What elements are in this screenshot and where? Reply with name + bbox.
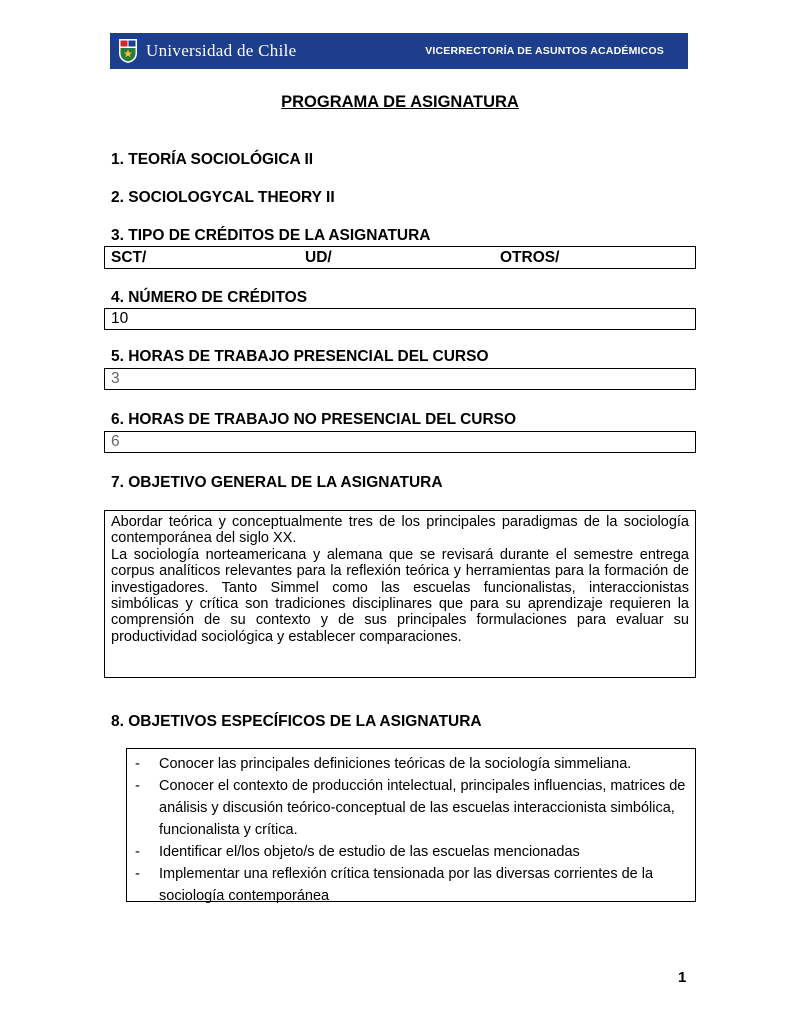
list-item — [135, 841, 687, 863]
in-person-hours-heading: 5. HORAS DE TRABAJO PRESENCIAL DEL CURSO — [111, 348, 489, 365]
header-banner — [110, 33, 688, 69]
in-person-hours-value: 3 — [104, 368, 696, 390]
page-number: 1 — [678, 969, 687, 986]
general-objective-paragraph-2: La sociología norteamericana y alemana que se revisará durante el semestre entrega corpus analíticos relevantes para la reflexión teórica y herramientas para la formación de investigadores. Tanto Simmel como las escuelas funcionalistas, interaccionistas simbólicas y crítica son tradiciones disciplinares que para su aprendizaje requieren la comprensión de su contexto y de sus principales formulaciones para evaluar su productividad sociológica y establecer comparaciones. — [111, 546, 689, 645]
credit-type-heading: 3. TIPO DE CRÉDITOS DE LA ASIGNATURA — [111, 227, 431, 244]
credit-type-otros: OTROS/ — [500, 249, 560, 266]
general-objective-heading: 7. OBJETIVO GENERAL DE LA ASIGNATURA — [111, 474, 443, 491]
list-item — [135, 753, 687, 775]
credit-type-sct: SCT/ — [111, 249, 147, 266]
vice-rectory-label: VICERRECTORÍA DE ASUNTOS ACADÉMICOS — [425, 45, 664, 57]
remote-hours-heading: 6. HORAS DE TRABAJO NO PRESENCIAL DEL CURSO — [111, 411, 517, 428]
bullet-dash-icon: - — [135, 866, 140, 882]
credit-type-box — [104, 246, 696, 269]
list-item-text: Identificar el/los objeto/s de estudio de las escuelas mencionadas — [159, 844, 580, 860]
bullet-dash-icon: - — [135, 756, 140, 772]
credits-heading: 4. NÚMERO DE CRÉDITOS — [111, 289, 308, 306]
remote-hours-value: 6 — [104, 431, 696, 453]
course-name-english: 2. SOCIOLOGYCAL THEORY II — [111, 189, 335, 206]
general-objective-box — [104, 510, 696, 678]
university-name: Universidad de Chile — [146, 41, 297, 60]
list-item-text: Implementar una reflexión crítica tensionada por las diversas corrientes de la sociología contemporánea — [159, 866, 654, 904]
specific-objectives-box — [126, 748, 696, 902]
page-title: PROGRAMA DE ASIGNATURA — [281, 93, 519, 111]
list-item-text: Conocer las principales definiciones teóricas de la sociología simmeliana. — [159, 756, 632, 772]
list-item — [135, 863, 687, 907]
bullet-dash-icon: - — [135, 844, 140, 860]
list-item — [135, 775, 687, 841]
course-name: 1. TEORÍA SOCIOLÓGICA II — [111, 151, 314, 168]
credit-type-ud: UD/ — [305, 249, 332, 266]
specific-objectives-heading: 8. OBJETIVOS ESPECÍFICOS DE LA ASIGNATURA — [111, 713, 482, 730]
general-objective-paragraph-1: Abordar teórica y conceptualmente tres de los principales paradigmas de la sociología contemporánea del siglo XX. — [111, 514, 689, 547]
bullet-dash-icon: - — [135, 778, 140, 794]
list-item-text: Conocer el contexto de producción intelectual, principales influencias, matrices de análisis y discusión teórico-conceptual de las escuelas interaccionista simbólica, funcionalista y crítica. — [159, 778, 686, 838]
university-brand — [118, 38, 296, 64]
credits-value: 10 — [104, 308, 696, 330]
university-crest-icon — [118, 38, 138, 64]
